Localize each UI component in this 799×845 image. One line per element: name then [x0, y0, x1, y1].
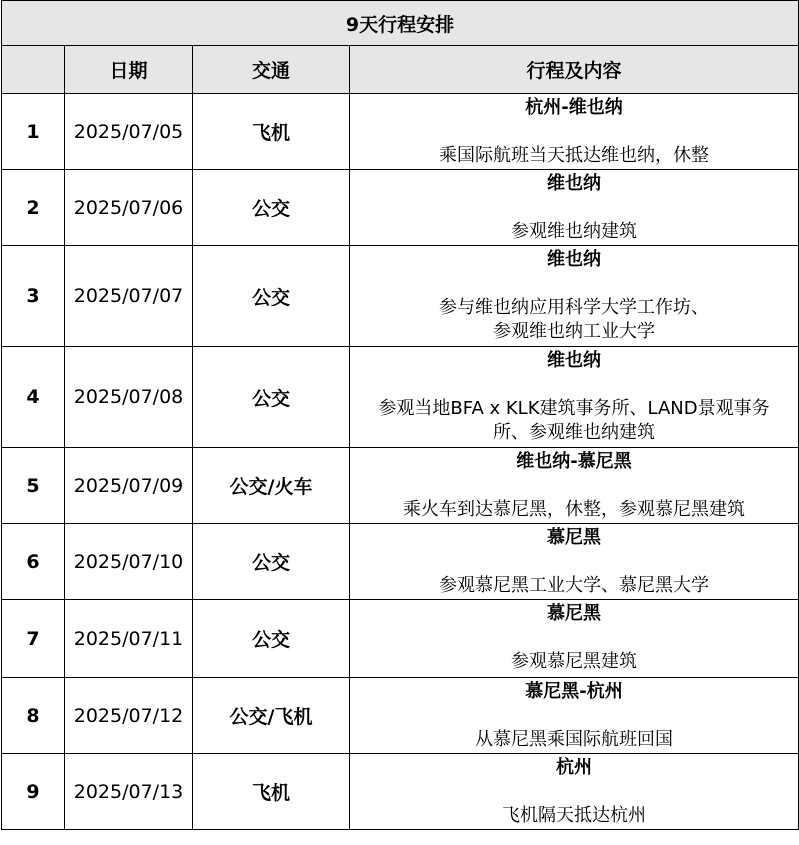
header-date: 日期	[65, 46, 193, 94]
day-date: 2025/07/10	[65, 524, 193, 600]
day-date: 2025/07/05	[65, 94, 193, 170]
table-row	[2, 524, 799, 600]
day-number: 6	[2, 524, 65, 600]
day-description	[350, 296, 798, 344]
day-content	[350, 524, 799, 600]
day-date: 2025/07/08	[65, 347, 193, 448]
title-row	[2, 1, 799, 46]
day-number: 9	[2, 754, 65, 830]
day-transport: 公交/飞机	[193, 678, 350, 754]
day-content	[350, 754, 799, 830]
table-row	[2, 246, 799, 347]
itinerary-body	[2, 94, 799, 830]
day-date: 2025/07/11	[65, 600, 193, 678]
header-transport: 交通	[193, 46, 350, 94]
day-number: 7	[2, 600, 65, 678]
day-route: 维也纳	[547, 249, 602, 270]
day-number: 5	[2, 448, 65, 524]
header-index	[2, 46, 65, 94]
day-content	[350, 170, 799, 246]
day-description	[350, 498, 798, 522]
day-date: 2025/07/12	[65, 678, 193, 754]
day-route: 杭州	[556, 757, 593, 778]
day-content	[350, 448, 799, 524]
day-description	[350, 804, 798, 828]
day-description	[350, 650, 798, 674]
day-transport: 公交	[193, 524, 350, 600]
day-transport: 公交	[193, 246, 350, 347]
day-content	[350, 678, 799, 754]
day-route: 维也纳	[547, 173, 602, 194]
day-date: 2025/07/06	[65, 170, 193, 246]
day-route: 慕尼黑	[547, 603, 602, 624]
description-line: 参观当地BFA x KLK建筑事务所、LAND景观事务	[378, 398, 770, 419]
day-route: 慕尼黑-杭州	[525, 681, 623, 702]
table-title: 9天行程安排	[2, 1, 799, 46]
table-row	[2, 754, 799, 830]
description-line: 参观维也纳工业大学	[493, 321, 656, 342]
day-transport: 公交	[193, 170, 350, 246]
day-description	[350, 728, 798, 752]
table-row	[2, 600, 799, 678]
table-row	[2, 94, 799, 170]
day-transport: 飞机	[193, 754, 350, 830]
header-row	[2, 46, 799, 94]
day-route: 杭州-维也纳	[525, 97, 623, 118]
header-content: 行程及内容	[350, 46, 799, 94]
day-route: 维也纳	[547, 350, 602, 371]
day-content	[350, 347, 799, 448]
description-line: 飞机隔天抵达杭州	[502, 805, 647, 826]
day-number: 4	[2, 347, 65, 448]
day-transport: 飞机	[193, 94, 350, 170]
table-row	[2, 170, 799, 246]
description-line: 乘国际航班当天抵达维也纳，休整	[439, 145, 710, 166]
day-description	[350, 144, 798, 168]
description-line: 参与维也纳应用科学大学工作坊、	[439, 297, 710, 318]
day-date: 2025/07/13	[65, 754, 193, 830]
description-line: 从慕尼黑乘国际航班回国	[475, 729, 674, 750]
description-line: 参观慕尼黑建筑	[511, 651, 638, 672]
day-number: 1	[2, 94, 65, 170]
description-line: 参观维也纳建筑	[511, 221, 638, 242]
day-transport: 公交/火车	[193, 448, 350, 524]
description-line: 所、参观维也纳建筑	[493, 422, 656, 443]
day-number: 2	[2, 170, 65, 246]
day-description	[350, 397, 798, 445]
day-description	[350, 574, 798, 598]
day-content	[350, 94, 799, 170]
itinerary-table	[1, 0, 799, 830]
day-date: 2025/07/07	[65, 246, 193, 347]
day-route: 维也纳-慕尼黑	[516, 451, 632, 472]
day-number: 3	[2, 246, 65, 347]
day-content	[350, 600, 799, 678]
day-description	[350, 220, 798, 244]
day-content	[350, 246, 799, 347]
day-transport: 公交	[193, 600, 350, 678]
table-row	[2, 678, 799, 754]
description-line: 参观慕尼黑工业大学、慕尼黑大学	[439, 575, 710, 596]
day-number: 8	[2, 678, 65, 754]
day-route: 慕尼黑	[547, 527, 602, 548]
day-transport: 公交	[193, 347, 350, 448]
day-date: 2025/07/09	[65, 448, 193, 524]
table-row	[2, 347, 799, 448]
table-row	[2, 448, 799, 524]
description-line: 乘火车到达慕尼黑，休整，参观慕尼黑建筑	[403, 499, 746, 520]
